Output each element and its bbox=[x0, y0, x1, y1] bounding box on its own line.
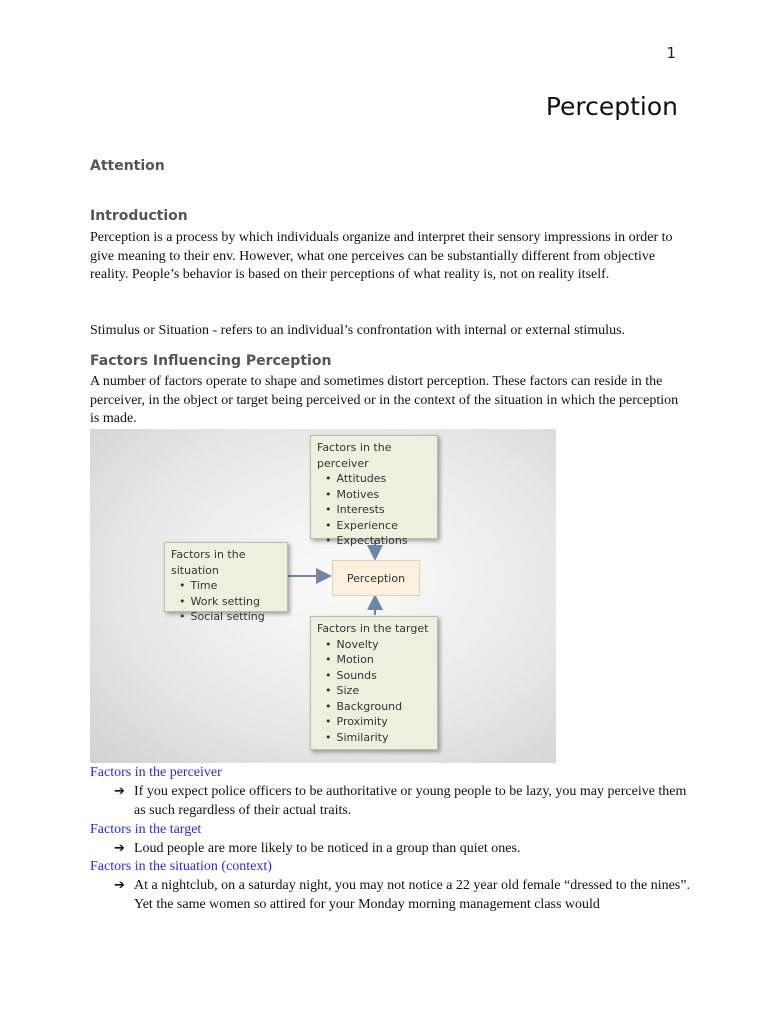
section-label-perceiver: Factors in the perceiver bbox=[90, 765, 222, 780]
perceiver-item: • Experience bbox=[317, 518, 431, 534]
situation-box-title: Factors in the situation bbox=[171, 548, 246, 577]
page-title: Perception bbox=[545, 92, 678, 121]
bullet-text: At a nightclub, on a saturday night, you may not notice a 22 year old female “dressed to the nines”. Yet the same women so attired for your Monday morning management class would bbox=[134, 878, 690, 912]
target-item: • Motion bbox=[317, 652, 431, 668]
heading-attention: Attention bbox=[90, 158, 165, 174]
bullet-target bbox=[114, 840, 694, 859]
heading-introduction: Introduction bbox=[90, 208, 188, 224]
situation-item: • Work setting bbox=[171, 594, 281, 610]
situation-factors-box bbox=[164, 542, 288, 623]
perception-center-label: Perception bbox=[346, 571, 406, 585]
page-number: 1 bbox=[666, 44, 676, 62]
target-factors-box bbox=[310, 616, 438, 750]
target-item: • Sounds bbox=[317, 668, 431, 684]
bullet-perceiver bbox=[114, 783, 694, 820]
bullet-text: Loud people are more likely to be noticed in a group than quiet ones. bbox=[134, 841, 521, 856]
perceiver-box-title: Factors in the perceiver bbox=[317, 441, 392, 470]
perceiver-item: • Expectations bbox=[317, 533, 431, 549]
arrow-bullet-icon: ➔ bbox=[114, 784, 125, 799]
target-box-title: Factors in the target bbox=[317, 622, 429, 635]
perception-factors-diagram bbox=[90, 429, 556, 763]
target-item: • Proximity bbox=[317, 714, 431, 730]
target-item: • Background bbox=[317, 699, 431, 715]
arrow-bullet-icon: ➔ bbox=[114, 841, 125, 856]
stimulus-paragraph: Stimulus or Situation - refers to an individual’s confrontation with internal or external stimulus. bbox=[90, 323, 626, 338]
perceiver-factors-box bbox=[310, 435, 438, 547]
target-item: • Similarity bbox=[317, 730, 431, 746]
bullet-text: If you expect police officers to be authoritative or young people to be lazy, you may perceive them as such regardless of their actual traits. bbox=[134, 784, 687, 818]
target-item: • Size bbox=[317, 683, 431, 699]
bullet-situation bbox=[114, 877, 694, 914]
perception-center-box bbox=[332, 560, 420, 596]
arrow-bullet-icon: ➔ bbox=[114, 878, 125, 893]
heading-factors: Factors Influencing Perception bbox=[90, 353, 332, 369]
section-label-target: Factors in the target bbox=[90, 822, 202, 837]
perceiver-item: • Attitudes bbox=[317, 471, 431, 487]
section-label-situation: Factors in the situation (context) bbox=[90, 859, 272, 874]
situation-item: • Social setting bbox=[171, 609, 281, 625]
situation-item: • Time bbox=[171, 578, 281, 594]
intro-paragraph: Perception is a process by which individuals organize and interpret their sensory impressions in order to give meaning to their env. However, what one perceives can be substantially different from objective reality. People’s behavior is based on their perceptions of what reality is, not on reality itself. bbox=[90, 230, 673, 282]
perceiver-item: • Interests bbox=[317, 502, 431, 518]
target-item: • Novelty bbox=[317, 637, 431, 653]
factors-paragraph: A number of factors operate to shape and sometimes distort perception. These factors can reside in the perceiver, in the object or target being perceived or in the context of the situation in which the perception is made. bbox=[90, 374, 679, 426]
perceiver-item: • Motives bbox=[317, 487, 431, 503]
